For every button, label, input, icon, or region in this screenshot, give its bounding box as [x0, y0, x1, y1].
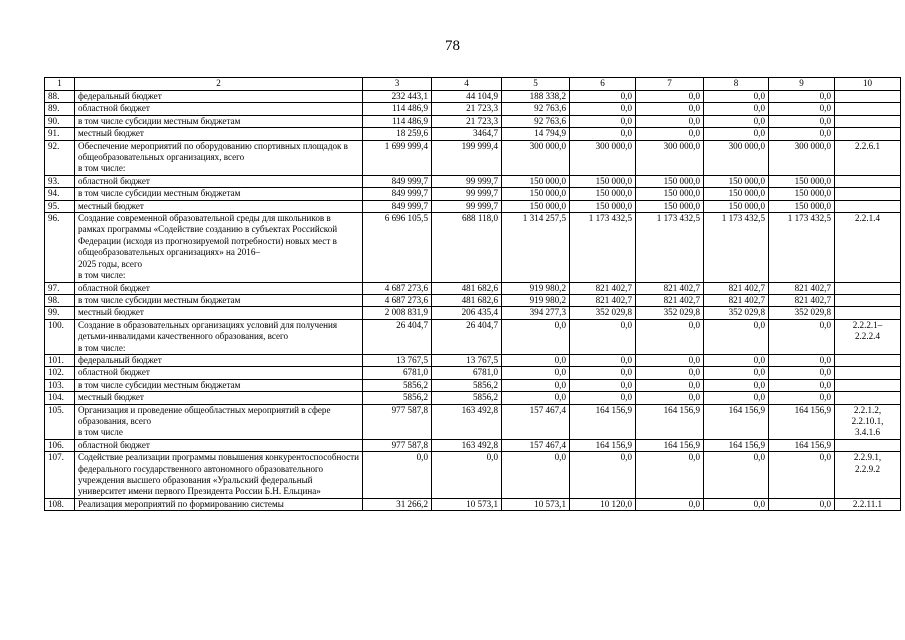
amount-cell-col5: 0,0 — [502, 354, 570, 366]
row-number-cell: 90. — [45, 115, 75, 127]
amount-cell-col7: 0,0 — [636, 367, 704, 379]
amount-cell-col4: 163 492,8 — [432, 439, 502, 451]
amount-cell-col8: 821 402,7 — [704, 294, 769, 306]
row-number-cell: 104. — [45, 392, 75, 404]
table-row — [45, 103, 901, 115]
table-row — [45, 140, 901, 175]
description-cell: Содействие реализации программы повышения конкурентоспособности федерального государственного автономного образовательного учреждения высшего образования «Уральский федеральный университет имени первого Президента России Б.Н. Ельцина» — [75, 452, 363, 499]
amount-cell-col5: 0,0 — [502, 319, 570, 354]
amount-cell-col3: 849 999,7 — [363, 175, 432, 187]
amount-cell-col9: 0,0 — [769, 452, 835, 499]
table-row — [45, 282, 901, 294]
amount-cell-col7: 0,0 — [636, 91, 704, 103]
amount-cell-col3: 6781,0 — [363, 367, 432, 379]
reference-cell — [835, 91, 901, 103]
reference-cell: 2.2.2.1– 2.2.2.4 — [835, 319, 901, 354]
amount-cell-col7: 150 000,0 — [636, 188, 704, 200]
amount-cell-col4: 26 404,7 — [432, 319, 502, 354]
amount-cell-col9: 164 156,9 — [769, 439, 835, 451]
amount-cell-col7: 0,0 — [636, 452, 704, 499]
table-body — [45, 91, 901, 511]
amount-cell-col4: 5856,2 — [432, 392, 502, 404]
amount-cell-col4: 6781,0 — [432, 367, 502, 379]
reference-cell: 2.2.11.1 — [835, 498, 901, 510]
amount-cell-col9: 0,0 — [769, 115, 835, 127]
amount-cell-col7: 0,0 — [636, 498, 704, 510]
amount-cell-col4: 21 723,3 — [432, 103, 502, 115]
reference-cell — [835, 188, 901, 200]
reference-cell — [835, 103, 901, 115]
amount-cell-col6: 164 156,9 — [570, 439, 636, 451]
amount-cell-col8: 0,0 — [704, 115, 769, 127]
description-cell: областной бюджет — [75, 175, 363, 187]
column-header: 6 — [570, 78, 636, 91]
amount-cell-col4: 99 999,7 — [432, 200, 502, 212]
table-row — [45, 294, 901, 306]
amount-cell-col9: 0,0 — [769, 319, 835, 354]
page-number: 78 — [445, 38, 460, 54]
row-number-cell: 106. — [45, 439, 75, 451]
amount-cell-col8: 0,0 — [704, 91, 769, 103]
amount-cell-col4: 10 573,1 — [432, 498, 502, 510]
amount-cell-col4: 99 999,7 — [432, 175, 502, 187]
amount-cell-col9: 0,0 — [769, 392, 835, 404]
description-cell: местный бюджет — [75, 307, 363, 319]
amount-cell-col4: 44 104,9 — [432, 91, 502, 103]
amount-cell-col3: 977 587,8 — [363, 439, 432, 451]
description-cell: Создание в образовательных организациях условий для получения детьми-инвалидами качественного образования, всего в том числе: — [75, 319, 363, 354]
table-row — [45, 319, 901, 354]
amount-cell-col4: 481 682,6 — [432, 282, 502, 294]
amount-cell-col6: 300 000,0 — [570, 140, 636, 175]
description-cell: Реализация мероприятий по формированию системы — [75, 498, 363, 510]
amount-cell-col3: 977 587,8 — [363, 404, 432, 439]
amount-cell-col6: 150 000,0 — [570, 200, 636, 212]
amount-cell-col3: 18 259,6 — [363, 128, 432, 140]
table-row — [45, 200, 901, 212]
table-row — [45, 439, 901, 451]
header-row — [45, 78, 901, 91]
amount-cell-col8: 300 000,0 — [704, 140, 769, 175]
column-header: 7 — [636, 78, 704, 91]
amount-cell-col5: 188 338,2 — [502, 91, 570, 103]
reference-cell — [835, 128, 901, 140]
amount-cell-col9: 0,0 — [769, 367, 835, 379]
amount-cell-col3: 26 404,7 — [363, 319, 432, 354]
row-number-cell: 103. — [45, 379, 75, 391]
row-number-cell: 101. — [45, 354, 75, 366]
amount-cell-col9: 150 000,0 — [769, 200, 835, 212]
amount-cell-col7: 150 000,0 — [636, 175, 704, 187]
amount-cell-col3: 6 696 105,5 — [363, 213, 432, 282]
amount-cell-col8: 0,0 — [704, 354, 769, 366]
amount-cell-col6: 352 029,8 — [570, 307, 636, 319]
column-header: 4 — [432, 78, 502, 91]
amount-cell-col7: 0,0 — [636, 319, 704, 354]
amount-cell-col7: 0,0 — [636, 354, 704, 366]
amount-cell-col5: 0,0 — [502, 367, 570, 379]
table-row — [45, 498, 901, 510]
description-cell: Организация и проведение общеобластных мероприятий в сфере образования, всего в том числе — [75, 404, 363, 439]
description-cell: в том числе субсидии местным бюджетам — [75, 115, 363, 127]
amount-cell-col6: 0,0 — [570, 319, 636, 354]
description-cell: Обеспечение мероприятий по оборудованию спортивных площадок в общеобразовательных организациях, всего в том числе: — [75, 140, 363, 175]
table-row — [45, 128, 901, 140]
amount-cell-col4: 206 435,4 — [432, 307, 502, 319]
row-number-cell: 100. — [45, 319, 75, 354]
amount-cell-col6: 0,0 — [570, 452, 636, 499]
table-row — [45, 307, 901, 319]
row-number-cell: 99. — [45, 307, 75, 319]
table-row — [45, 213, 901, 282]
amount-cell-col5: 92 763,6 — [502, 103, 570, 115]
table-row — [45, 404, 901, 439]
column-header: 10 — [835, 78, 901, 91]
amount-cell-col3: 13 767,5 — [363, 354, 432, 366]
amount-cell-col3: 5856,2 — [363, 392, 432, 404]
amount-cell-col5: 394 277,3 — [502, 307, 570, 319]
amount-cell-col7: 0,0 — [636, 392, 704, 404]
amount-cell-col5: 0,0 — [502, 379, 570, 391]
reference-cell — [835, 175, 901, 187]
amount-cell-col6: 0,0 — [570, 128, 636, 140]
amount-cell-col9: 1 173 432,5 — [769, 213, 835, 282]
amount-cell-col5: 919 980,2 — [502, 294, 570, 306]
amount-cell-col5: 14 794,9 — [502, 128, 570, 140]
amount-cell-col5: 10 573,1 — [502, 498, 570, 510]
row-number-cell: 108. — [45, 498, 75, 510]
amount-cell-col3: 5856,2 — [363, 379, 432, 391]
row-number-cell: 94. — [45, 188, 75, 200]
description-cell: местный бюджет — [75, 392, 363, 404]
row-number-cell: 105. — [45, 404, 75, 439]
amount-cell-col5: 157 467,4 — [502, 404, 570, 439]
amount-cell-col8: 0,0 — [704, 498, 769, 510]
description-cell: федеральный бюджет — [75, 354, 363, 366]
amount-cell-col7: 352 029,8 — [636, 307, 704, 319]
amount-cell-col9: 0,0 — [769, 91, 835, 103]
table-row — [45, 188, 901, 200]
amount-cell-col8: 164 156,9 — [704, 404, 769, 439]
amount-cell-col6: 0,0 — [570, 91, 636, 103]
reference-cell — [835, 294, 901, 306]
amount-cell-col9: 164 156,9 — [769, 404, 835, 439]
amount-cell-col9: 0,0 — [769, 354, 835, 366]
amount-cell-col3: 0,0 — [363, 452, 432, 499]
amount-cell-col4: 13 767,5 — [432, 354, 502, 366]
amount-cell-col3: 4 687 273,6 — [363, 294, 432, 306]
amount-cell-col6: 0,0 — [570, 379, 636, 391]
amount-cell-col6: 821 402,7 — [570, 294, 636, 306]
reference-cell — [835, 354, 901, 366]
amount-cell-col9: 821 402,7 — [769, 282, 835, 294]
amount-cell-col8: 0,0 — [704, 392, 769, 404]
amount-cell-col4: 99 999,7 — [432, 188, 502, 200]
description-cell: областной бюджет — [75, 439, 363, 451]
reference-cell — [835, 307, 901, 319]
amount-cell-col3: 114 486,9 — [363, 103, 432, 115]
amount-cell-col6: 0,0 — [570, 392, 636, 404]
amount-cell-col4: 5856,2 — [432, 379, 502, 391]
table-row — [45, 392, 901, 404]
amount-cell-col6: 164 156,9 — [570, 404, 636, 439]
column-header: 5 — [502, 78, 570, 91]
amount-cell-col5: 150 000,0 — [502, 175, 570, 187]
description-cell: местный бюджет — [75, 200, 363, 212]
reference-cell — [835, 367, 901, 379]
amount-cell-col9: 0,0 — [769, 103, 835, 115]
row-number-cell: 95. — [45, 200, 75, 212]
amount-cell-col6: 0,0 — [570, 103, 636, 115]
amount-cell-col5: 157 467,4 — [502, 439, 570, 451]
amount-cell-col6: 150 000,0 — [570, 188, 636, 200]
amount-cell-col9: 0,0 — [769, 128, 835, 140]
amount-cell-col6: 0,0 — [570, 354, 636, 366]
reference-cell: 2.2.1.2, 2.2.10.1, 3.4.1.6 — [835, 404, 901, 439]
row-number-cell: 97. — [45, 282, 75, 294]
column-header: 3 — [363, 78, 432, 91]
amount-cell-col7: 0,0 — [636, 103, 704, 115]
amount-cell-col5: 0,0 — [502, 452, 570, 499]
amount-cell-col5: 1 314 257,5 — [502, 213, 570, 282]
amount-cell-col3: 1 699 999,4 — [363, 140, 432, 175]
amount-cell-col8: 1 173 432,5 — [704, 213, 769, 282]
amount-cell-col8: 0,0 — [704, 319, 769, 354]
table-row — [45, 379, 901, 391]
amount-cell-col6: 0,0 — [570, 367, 636, 379]
description-cell: в том числе субсидии местным бюджетам — [75, 188, 363, 200]
row-number-cell: 89. — [45, 103, 75, 115]
amount-cell-col4: 688 118,0 — [432, 213, 502, 282]
amount-cell-col8: 821 402,7 — [704, 282, 769, 294]
reference-cell — [835, 392, 901, 404]
amount-cell-col8: 0,0 — [704, 452, 769, 499]
amount-cell-col7: 0,0 — [636, 379, 704, 391]
reference-cell — [835, 379, 901, 391]
amount-cell-col8: 0,0 — [704, 367, 769, 379]
amount-cell-col7: 300 000,0 — [636, 140, 704, 175]
amount-cell-col8: 0,0 — [704, 103, 769, 115]
description-cell: в том числе субсидии местным бюджетам — [75, 294, 363, 306]
table-row — [45, 354, 901, 366]
amount-cell-col3: 4 687 273,6 — [363, 282, 432, 294]
amount-cell-col4: 21 723,3 — [432, 115, 502, 127]
amount-cell-col4: 481 682,6 — [432, 294, 502, 306]
description-cell: федеральный бюджет — [75, 91, 363, 103]
amount-cell-col3: 2 008 831,9 — [363, 307, 432, 319]
description-cell: в том числе субсидии местным бюджетам — [75, 379, 363, 391]
row-number-cell: 93. — [45, 175, 75, 187]
amount-cell-col9: 150 000,0 — [769, 175, 835, 187]
amount-cell-col9: 821 402,7 — [769, 294, 835, 306]
table-row — [45, 367, 901, 379]
amount-cell-col3: 232 443,1 — [363, 91, 432, 103]
amount-cell-col8: 0,0 — [704, 128, 769, 140]
amount-cell-col5: 0,0 — [502, 392, 570, 404]
description-cell: местный бюджет — [75, 128, 363, 140]
row-number-cell: 98. — [45, 294, 75, 306]
amount-cell-col7: 164 156,9 — [636, 439, 704, 451]
description-cell: областной бюджет — [75, 282, 363, 294]
amount-cell-col8: 150 000,0 — [704, 200, 769, 212]
table-row — [45, 175, 901, 187]
reference-cell — [835, 282, 901, 294]
amount-cell-col9: 0,0 — [769, 498, 835, 510]
amount-cell-col8: 150 000,0 — [704, 188, 769, 200]
reference-cell: 2.2.1.4 — [835, 213, 901, 282]
amount-cell-col6: 150 000,0 — [570, 175, 636, 187]
column-header: 8 — [704, 78, 769, 91]
row-number-cell: 92. — [45, 140, 75, 175]
reference-cell: 2.2.6.1 — [835, 140, 901, 175]
amount-cell-col6: 1 173 432,5 — [570, 213, 636, 282]
amount-cell-col7: 150 000,0 — [636, 200, 704, 212]
amount-cell-col7: 0,0 — [636, 115, 704, 127]
amount-cell-col4: 3464,7 — [432, 128, 502, 140]
row-number-cell: 91. — [45, 128, 75, 140]
description-cell: областной бюджет — [75, 367, 363, 379]
amount-cell-col6: 10 120,0 — [570, 498, 636, 510]
column-header: 1 — [45, 78, 75, 91]
amount-cell-col7: 821 402,7 — [636, 294, 704, 306]
amount-cell-col5: 150 000,0 — [502, 200, 570, 212]
amount-cell-col9: 150 000,0 — [769, 188, 835, 200]
amount-cell-col8: 164 156,9 — [704, 439, 769, 451]
amount-cell-col4: 199 999,4 — [432, 140, 502, 175]
amount-cell-col4: 163 492,8 — [432, 404, 502, 439]
amount-cell-col7: 821 402,7 — [636, 282, 704, 294]
row-number-cell: 102. — [45, 367, 75, 379]
amount-cell-col9: 300 000,0 — [769, 140, 835, 175]
amount-cell-col7: 1 173 432,5 — [636, 213, 704, 282]
amount-cell-col3: 849 999,7 — [363, 200, 432, 212]
table-row — [45, 452, 901, 499]
reference-cell — [835, 115, 901, 127]
table-row — [45, 115, 901, 127]
reference-cell: 2.2.9.1, 2.2.9.2 — [835, 452, 901, 499]
column-header: 9 — [769, 78, 835, 91]
amount-cell-col9: 0,0 — [769, 379, 835, 391]
reference-cell — [835, 439, 901, 451]
reference-cell — [835, 200, 901, 212]
amount-cell-col7: 164 156,9 — [636, 404, 704, 439]
amount-cell-col8: 0,0 — [704, 379, 769, 391]
description-cell: Создание современной образовательной среды для школьников в рамках программы «Содействие созданию в субъектах Российской Федерации (исходя из прогнозируемой потребности) новых мест в общеобразовательных организациях» на 2016– 2025 годы, всего в том числе: — [75, 213, 363, 282]
amount-cell-col3: 114 486,9 — [363, 115, 432, 127]
row-number-cell: 96. — [45, 213, 75, 282]
amount-cell-col5: 92 763,6 — [502, 115, 570, 127]
amount-cell-col3: 849 999,7 — [363, 188, 432, 200]
amount-cell-col5: 300 000,0 — [502, 140, 570, 175]
budget-table — [44, 77, 901, 511]
amount-cell-col7: 0,0 — [636, 128, 704, 140]
amount-cell-col6: 821 402,7 — [570, 282, 636, 294]
amount-cell-col8: 150 000,0 — [704, 175, 769, 187]
table-row — [45, 91, 901, 103]
row-number-cell: 107. — [45, 452, 75, 499]
amount-cell-col9: 352 029,8 — [769, 307, 835, 319]
column-header: 2 — [75, 78, 363, 91]
amount-cell-col8: 352 029,8 — [704, 307, 769, 319]
description-cell: областной бюджет — [75, 103, 363, 115]
row-number-cell: 88. — [45, 91, 75, 103]
amount-cell-col6: 0,0 — [570, 115, 636, 127]
amount-cell-col5: 919 980,2 — [502, 282, 570, 294]
amount-cell-col5: 150 000,0 — [502, 188, 570, 200]
amount-cell-col3: 31 266,2 — [363, 498, 432, 510]
amount-cell-col4: 0,0 — [432, 452, 502, 499]
